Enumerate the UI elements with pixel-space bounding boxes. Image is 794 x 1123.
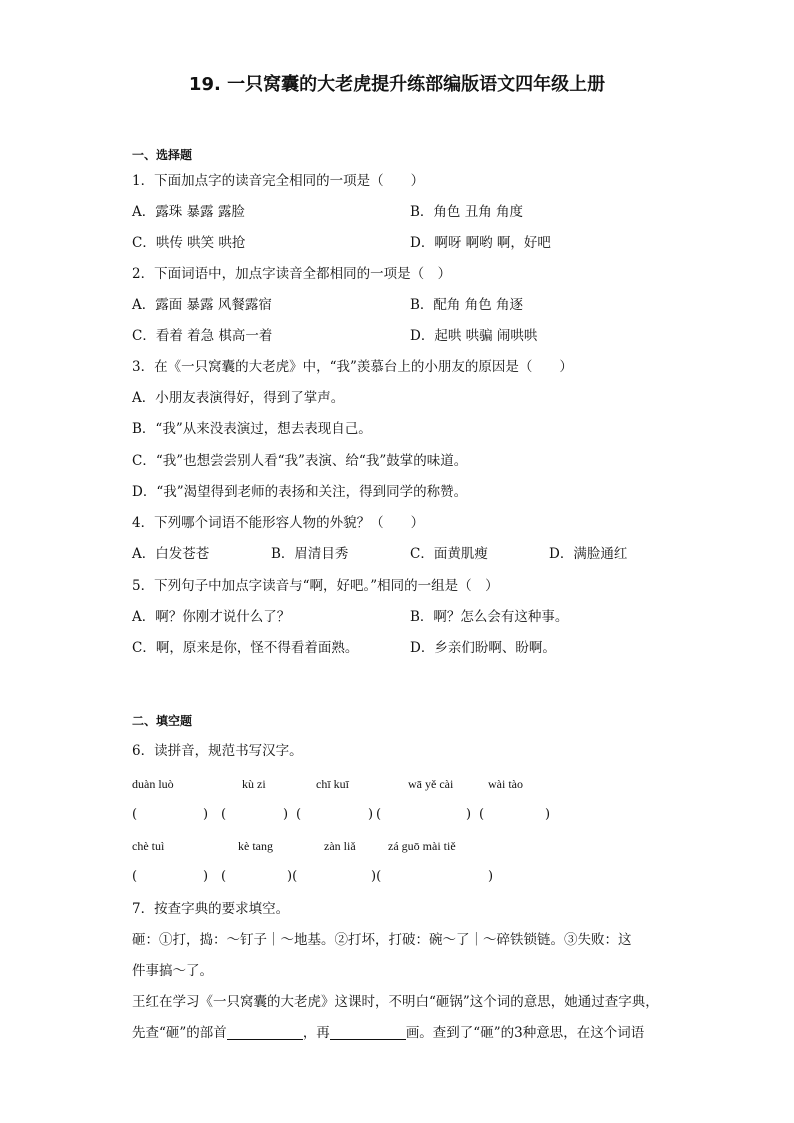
q2-option-c: C．看着 着急 棋高一着 (132, 328, 273, 344)
q4-stem: 4．下列哪个词语不能形容人物的外貌？（ ） (132, 515, 425, 531)
q1-option-b: B．角色 丑角 角度 (410, 204, 524, 220)
pinyin-item: kù zi (242, 777, 266, 791)
pinyin-item: zá guō mài tiě (388, 839, 456, 853)
q7-text-part: 先查“砸”的部首 (132, 1025, 227, 1041)
q4-option-d: D．满脸通红 (549, 546, 628, 562)
q2-option-a: A．露面 暴露 风餐露宿 (132, 297, 272, 313)
q5-option-b: B．啊？怎么会有这种事。 (410, 609, 569, 625)
q4-option-b: B．眉清目秀 (271, 546, 349, 562)
q4-option-a: A．白发苍苍 (132, 546, 210, 562)
answer-paren-close: ) (203, 807, 209, 822)
answer-paren-close: ) (368, 807, 374, 822)
q7-stem: 7．按查字典的要求填空。 (132, 901, 290, 917)
answer-paren-open: ( (221, 807, 227, 822)
section-heading-fill: 二、填空题 (132, 714, 193, 728)
q6-stem: 6．读拼音，规范书写汉字。 (132, 743, 303, 759)
pinyin-item: wā yě cài (408, 777, 454, 791)
q7-text-part: 画。查到了“砸”的3种意思，在这个词语 (405, 1025, 645, 1041)
answer-paren-close: ) (203, 869, 209, 884)
answer-paren-open: ( (376, 807, 382, 822)
q3-option-a: A．小朋友表演得好，得到了掌声。 (132, 390, 345, 406)
q2-stem: 2．下面词语中，加点字读音全都相同的一项是（ ） (132, 266, 452, 282)
answer-paren-open: ( (296, 807, 302, 822)
answer-paren-close-open: )( (371, 869, 382, 884)
answer-paren-close: ) (545, 807, 551, 822)
radical-blank[interactable] (227, 1025, 303, 1040)
q5-option-a: A．啊？你刚才说什么了？ (132, 609, 291, 625)
q2-option-d: D．起哄 哄骗 闹哄哄 (410, 328, 538, 344)
answer-paren-open: ( (479, 807, 485, 822)
answer-paren-close: ) (466, 807, 472, 822)
pinyin-item: chī kuī (316, 777, 349, 791)
pinyin-item: duàn luò (132, 777, 174, 791)
q5-option-c: C．啊，原来是你，怪不得看着面熟。 (132, 640, 359, 656)
answer-paren-open: ( (132, 869, 138, 884)
q7-text-part: ，再 (302, 1025, 330, 1041)
q2-option-b: B．配角 角色 角逐 (410, 297, 524, 313)
q7-definition-line2: 件事搞～了。 (132, 963, 213, 979)
q1-stem: 1．下面加点字的读音完全相同的一项是（ ） (132, 173, 425, 189)
q7-paragraph-line2 (132, 1024, 644, 1042)
answer-paren-close: ) (488, 869, 494, 884)
q1-option-d: D．啊呀 啊哟 啊，好吧 (410, 235, 551, 251)
q5-stem: 5．下列句子中加点字读音与“啊，好吧。”相同的一组是（ ） (132, 578, 499, 594)
answer-paren-open: ( (221, 869, 227, 884)
section-heading-choice: 一、选择题 (132, 148, 193, 162)
q7-definition-line1: 砸：①打，捣：～钉子｜～地基。②打坏，打破：碗～了｜～碎铁锁链。③失败：这 (132, 932, 632, 948)
q5-option-d: D．乡亲们盼啊、盼啊。 (410, 640, 556, 656)
q3-option-d: D．“我”渴望得到老师的表扬和关注，得到同学的称赞。 (132, 484, 468, 500)
answer-paren-open: ( (132, 807, 138, 822)
pinyin-item: wài tào (488, 777, 523, 791)
q1-option-c: C．哄传 哄笑 哄抢 (132, 235, 246, 251)
pinyin-item: kè tang (238, 839, 273, 853)
q3-stem: 3．在《一只窝囊的大老虎》中，“我”羡慕台上的小朋友的原因是（ ） (132, 359, 573, 375)
answer-paren-close-open: )( (287, 869, 298, 884)
q7-paragraph-line1: 王红在学习《一只窝囊的大老虎》这课时，不明白“砸锅”这个词的意思，她通过查字典， (132, 994, 659, 1010)
q1-option-a: A．露珠 暴露 露脸 (132, 204, 245, 220)
q4-option-c: C．面黄肌瘦 (410, 546, 488, 562)
stroke-count-blank[interactable] (330, 1025, 406, 1040)
pinyin-item: chè tuì (132, 839, 165, 853)
q3-option-b: B．“我”从来没表演过，想去表现自己。 (132, 421, 372, 437)
q3-option-c: C．“我”也想尝尝别人看“我”表演、给“我”鼓掌的味道。 (132, 453, 468, 469)
page-title: 19. 一只窝囊的大老虎提升练部编版语文四年级上册 (188, 74, 606, 95)
answer-paren-close: ) (283, 807, 289, 822)
pinyin-item: zàn liǎ (324, 839, 356, 853)
